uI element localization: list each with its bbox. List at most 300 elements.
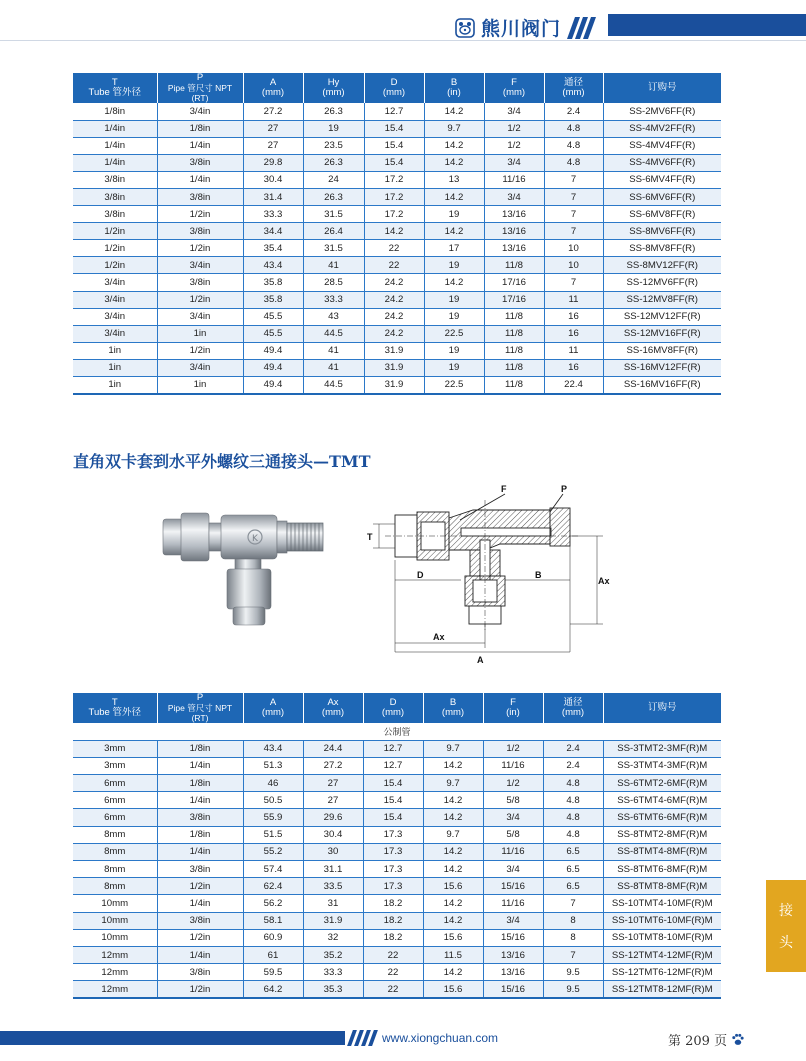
spec-table-mv [73, 73, 721, 395]
table-cell: 19 [424, 206, 484, 223]
table-cell: 15.6 [423, 929, 483, 946]
table-cell: 6.5 [543, 878, 603, 895]
table-cell: 3/8in [157, 274, 243, 291]
table-cell: 7 [544, 188, 603, 205]
table-cell: 31.9 [364, 377, 424, 394]
table-cell: 7 [544, 206, 603, 223]
label-a: A [477, 655, 484, 665]
table-cell: 6mm [73, 809, 157, 826]
table-cell: 14.2 [423, 757, 483, 774]
svg-text:K: K [252, 534, 258, 544]
table-cell: 35.4 [243, 240, 303, 257]
table-cell: 27 [303, 792, 363, 809]
table-row [73, 878, 721, 895]
column-header-unit: Tube 管外径 [88, 87, 141, 98]
table-cell: 19 [424, 342, 484, 359]
table-row [73, 843, 721, 860]
table-cell: 3/8in [157, 154, 243, 171]
table-cell: 14.2 [424, 188, 484, 205]
table-cell: 1/4in [73, 120, 157, 137]
table-cell: SS-8MV6FF(R) [603, 223, 721, 240]
column-header-unit: (mm) [561, 707, 585, 718]
column-header-unit: Pipe 管尺寸 NPT (RT) [167, 703, 233, 723]
table-cell: 11 [544, 342, 603, 359]
table-cell: 57.4 [243, 861, 303, 878]
table-cell: 11/16 [484, 171, 544, 188]
table-cell: 26.3 [303, 154, 364, 171]
table-cell: 10mm [73, 912, 157, 929]
table-header-row [73, 693, 721, 723]
table-cell: 10mm [73, 929, 157, 946]
table-cell: 41 [303, 359, 364, 376]
table-cell: 2.4 [543, 740, 603, 757]
table-cell: 9.7 [423, 775, 483, 792]
table-cell: 1/4in [157, 171, 243, 188]
table-cell: 6.5 [543, 861, 603, 878]
table-cell: 24.2 [364, 291, 424, 308]
table-row [73, 291, 721, 308]
table-cell: 1in [73, 377, 157, 394]
table-cell: 26.3 [303, 103, 364, 120]
table-cell: 3/8in [157, 223, 243, 240]
table-cell: 3/4 [484, 103, 544, 120]
table-cell: 27.2 [243, 103, 303, 120]
column-header-symbol: 通径 [563, 77, 583, 88]
table-cell: SS-8MV12FF(R) [603, 257, 721, 274]
label-ax-bottom: Ax [433, 632, 445, 642]
table-cell: 14.2 [424, 137, 484, 154]
table-cell: 14.2 [424, 103, 484, 120]
table-cell: 4.8 [543, 792, 603, 809]
column-header [363, 693, 423, 723]
table-cell: 11/8 [484, 342, 544, 359]
table-cell: SS-10TMT8-10MF(R)M [603, 929, 721, 946]
table-cell: 27 [303, 775, 363, 792]
table-cell: 43 [303, 308, 364, 325]
label-b: B [535, 570, 542, 580]
table-cell: 10 [544, 257, 603, 274]
table-cell: 15.4 [364, 154, 424, 171]
table-cell: 17.3 [363, 861, 423, 878]
table-row [73, 895, 721, 912]
table-cell: 22 [363, 981, 423, 998]
table-header-row [73, 73, 721, 103]
table-cell: 24.4 [303, 740, 363, 757]
table-cell: 13/16 [483, 964, 543, 981]
table-cell: 4.8 [544, 137, 603, 154]
table-cell: 1/2in [157, 240, 243, 257]
column-header-symbol: D [390, 77, 398, 88]
tee-fitting-photo [155, 505, 335, 630]
table-row [73, 377, 721, 394]
page-number-text: 第 209 页 [668, 1034, 728, 1049]
table-cell: SS-16MV16FF(R) [603, 377, 721, 394]
table-cell: 7 [544, 171, 603, 188]
table-cell: 18.2 [363, 912, 423, 929]
table-row [73, 809, 721, 826]
table-cell: 1/8in [73, 103, 157, 120]
table-cell: 22 [363, 964, 423, 981]
table-cell: 7 [543, 946, 603, 963]
brand-stripes [571, 17, 592, 39]
table-cell: 49.4 [243, 359, 303, 376]
table-cell: 15/16 [483, 929, 543, 946]
table-cell: 6mm [73, 775, 157, 792]
table-cell: 3/8in [157, 912, 243, 929]
table-cell: 17 [424, 240, 484, 257]
table-cell: 11/8 [484, 359, 544, 376]
table-cell: 7 [543, 895, 603, 912]
table-cell: SS-6MV8FF(R) [603, 206, 721, 223]
table-cell: SS-4MV2FF(R) [603, 120, 721, 137]
table-cell: 15/16 [483, 981, 543, 998]
footer-bar [0, 1031, 345, 1045]
column-header-unit: Pipe 管尺寸 NPT (RT) [167, 83, 233, 103]
side-tab-joints[interactable] [766, 880, 806, 972]
table-cell: 17.3 [363, 826, 423, 843]
table-cell: 1/2in [157, 291, 243, 308]
column-header [484, 73, 544, 103]
table-cell: 3/8in [157, 964, 243, 981]
table-cell: 6mm [73, 792, 157, 809]
table-cell: SS-16MV8FF(R) [603, 342, 721, 359]
label-f: F [501, 484, 507, 494]
table-cell: 23.5 [303, 137, 364, 154]
table-cell: 3/4 [483, 912, 543, 929]
table-cell: 11.5 [423, 946, 483, 963]
table-row [73, 240, 721, 257]
column-header [157, 73, 243, 103]
table-cell: 19 [424, 257, 484, 274]
table-cell: 3/4in [73, 291, 157, 308]
table-cell: 13/16 [484, 206, 544, 223]
table-cell: 33.5 [303, 878, 363, 895]
table-cell: 1/4in [73, 137, 157, 154]
table-cell: 19 [424, 291, 484, 308]
table-cell: 12mm [73, 964, 157, 981]
table-cell: SS-8TMT4-8MF(R)M [603, 843, 721, 860]
table-row [73, 223, 721, 240]
column-header [243, 693, 303, 723]
table-cell: 4.8 [543, 826, 603, 843]
table-row [73, 946, 721, 963]
table-cell: 9.7 [423, 740, 483, 757]
table-cell: 14.2 [423, 809, 483, 826]
table-cell: 4.8 [544, 154, 603, 171]
column-header-symbol: 通径 [563, 697, 583, 708]
table-cell: 9.5 [543, 981, 603, 998]
table-cell: 31.5 [303, 206, 364, 223]
table-cell: SS-6MV6FF(R) [603, 188, 721, 205]
paw-icon [731, 1033, 744, 1046]
table-cell: 1/4in [157, 895, 243, 912]
table-cell: 31.4 [243, 188, 303, 205]
table-cell: 15.6 [423, 981, 483, 998]
table-cell: 1/2in [73, 223, 157, 240]
table-cell: SS-10TMT6-10MF(R)M [603, 912, 721, 929]
table-cell: 61 [243, 946, 303, 963]
table-cell: 29.8 [243, 154, 303, 171]
table-cell: 60.9 [243, 929, 303, 946]
table-body [73, 723, 721, 998]
table-cell: 1/2in [157, 206, 243, 223]
table-cell: 35.3 [303, 981, 363, 998]
table-cell: SS-6TMT6-6MF(R)M [603, 809, 721, 826]
header-bar [608, 14, 806, 36]
table-cell: 41 [303, 342, 364, 359]
table-cell: 9.5 [543, 964, 603, 981]
table-row [73, 206, 721, 223]
table-cell: 31.9 [364, 359, 424, 376]
table-cell: 3/8in [73, 171, 157, 188]
table-cell: 19 [424, 359, 484, 376]
table-cell: SS-12MV16FF(R) [603, 325, 721, 342]
table-cell: 1in [73, 359, 157, 376]
table-cell: 1/2in [157, 878, 243, 895]
table-cell: 1in [157, 325, 243, 342]
table-row [73, 274, 721, 291]
table-cell: 18.2 [363, 895, 423, 912]
table-cell: 17.3 [363, 843, 423, 860]
label-p: P [561, 484, 568, 494]
table-cell: 15/16 [483, 878, 543, 895]
table-cell: 31.9 [303, 912, 363, 929]
table-cell: 8mm [73, 826, 157, 843]
table-cell: 12.7 [363, 757, 423, 774]
table-cell: 3/4in [157, 308, 243, 325]
table-cell: 1/2in [157, 342, 243, 359]
table-cell: SS-2MV6FF(R) [603, 103, 721, 120]
table-cell: 33.3 [243, 206, 303, 223]
table-cell: 11/16 [483, 895, 543, 912]
table-cell: 14.2 [423, 964, 483, 981]
table-subheader: 公制管 [73, 723, 721, 740]
table-cell: SS-4MV4FF(R) [603, 137, 721, 154]
label-ax-right: Ax [598, 576, 610, 586]
table-cell: 16 [544, 325, 603, 342]
table-row [73, 308, 721, 325]
table-cell: 5/8 [483, 792, 543, 809]
table-cell: 19 [303, 120, 364, 137]
table-cell: 7 [544, 223, 603, 240]
table-cell: 14.2 [364, 223, 424, 240]
column-header-unit: (mm) [381, 707, 405, 718]
table-cell: 31.5 [303, 240, 364, 257]
table-cell: 14.2 [423, 843, 483, 860]
label-d: D [417, 570, 424, 580]
table-cell: 22 [364, 240, 424, 257]
table-cell: 3/8in [157, 861, 243, 878]
column-header [603, 693, 721, 723]
table-cell: 46 [243, 775, 303, 792]
table-cell: SS-8MV8FF(R) [603, 240, 721, 257]
table-cell: 24.2 [364, 325, 424, 342]
table-cell: 1/2in [157, 981, 243, 998]
footer-url[interactable]: www.xiongchuan.com [382, 1031, 499, 1045]
table-cell: SS-12MV8FF(R) [603, 291, 721, 308]
table-row [73, 137, 721, 154]
table-cell: 29.6 [303, 809, 363, 826]
tmt-cross-section-drawing [365, 480, 625, 670]
column-header-symbol: B [449, 697, 457, 708]
table-cell: 16 [544, 308, 603, 325]
table-cell: 31.9 [364, 342, 424, 359]
label-t: T [367, 532, 373, 542]
table-cell: 31 [303, 895, 363, 912]
column-header-symbol: Ax [327, 697, 339, 708]
table-cell: 14.2 [424, 274, 484, 291]
table-cell: 1/8in [157, 740, 243, 757]
table-cell: 1in [73, 342, 157, 359]
table-cell: 3/8in [73, 206, 157, 223]
table-cell: 1/2 [484, 120, 544, 137]
column-header [243, 73, 303, 103]
table-cell: 1/2in [73, 257, 157, 274]
table-cell: 18.2 [363, 929, 423, 946]
table-cell: 14.2 [423, 861, 483, 878]
table-cell: 1/8in [157, 120, 243, 137]
table-cell: 2.4 [543, 757, 603, 774]
footer-stripes [350, 1030, 375, 1046]
column-header-symbol: F [511, 77, 517, 88]
table-cell: 56.2 [243, 895, 303, 912]
column-header-symbol: D [389, 697, 397, 708]
table-cell: 14.2 [423, 895, 483, 912]
column-header-symbol: T [111, 77, 118, 88]
header-brand [455, 14, 592, 41]
side-tab-char: 头 [779, 935, 793, 951]
column-header-symbol: T [111, 697, 118, 708]
table-cell: 55.9 [243, 809, 303, 826]
table-row [73, 757, 721, 774]
table-row [73, 325, 721, 342]
table-cell: 27.2 [303, 757, 363, 774]
table-cell: 30 [303, 843, 363, 860]
column-header-unit: (in) [506, 707, 520, 718]
table-cell: 13/16 [484, 223, 544, 240]
table-row [73, 257, 721, 274]
table-cell: 11/16 [483, 843, 543, 860]
table-row [73, 103, 721, 120]
table-cell: 28.5 [303, 274, 364, 291]
table-cell: 10 [544, 240, 603, 257]
table-cell: 17/16 [484, 274, 544, 291]
table-cell: 7 [544, 274, 603, 291]
column-header-symbol: A [269, 697, 277, 708]
table-cell: 17/16 [484, 291, 544, 308]
table-cell: 12mm [73, 946, 157, 963]
column-header-unit: (mm) [562, 87, 585, 98]
table-cell: 51.5 [243, 826, 303, 843]
table-cell: 11/8 [484, 325, 544, 342]
table-cell: 14.2 [423, 912, 483, 929]
table-cell: SS-3TMT2-3MF(R)M [603, 740, 721, 757]
column-header-unit: (mm) [382, 87, 406, 98]
table-cell: 17.3 [363, 878, 423, 895]
table-cell: 13/16 [484, 240, 544, 257]
column-header [73, 73, 157, 103]
table-cell: 22 [363, 946, 423, 963]
side-tab-char: 接 [779, 903, 793, 919]
table-cell: 11/8 [484, 257, 544, 274]
column-header-symbol: F [510, 697, 516, 708]
table-cell: 1/4in [157, 946, 243, 963]
table-cell: 34.4 [243, 223, 303, 240]
table-row [73, 861, 721, 878]
table-cell: SS-4MV6FF(R) [603, 154, 721, 171]
table-cell: 12.7 [363, 740, 423, 757]
table-cell: 11 [544, 291, 603, 308]
section-title: 直角双卡套到水平外螺纹三通接头—TMT [73, 452, 371, 471]
table-cell: 51.3 [243, 757, 303, 774]
table-cell: 1/4in [157, 792, 243, 809]
table-cell: 1in [157, 377, 243, 394]
column-header [303, 73, 364, 103]
table-cell: 43.4 [243, 740, 303, 757]
table-cell: SS-8TMT6-8MF(R)M [603, 861, 721, 878]
table-row [73, 171, 721, 188]
table-row [73, 826, 721, 843]
table-row [73, 188, 721, 205]
table-cell: 4.8 [543, 809, 603, 826]
table-cell: 11/16 [483, 757, 543, 774]
table-cell: 1/4in [73, 154, 157, 171]
table-cell: 10mm [73, 895, 157, 912]
table-cell: 15.4 [363, 792, 423, 809]
column-header [544, 73, 603, 103]
table-cell: 5/8 [483, 826, 543, 843]
table-cell: 49.4 [243, 342, 303, 359]
table-cell: 30.4 [303, 826, 363, 843]
table-cell: SS-12MV6FF(R) [603, 274, 721, 291]
table-cell: 6.5 [543, 843, 603, 860]
spec-table-tmt [73, 693, 721, 999]
table-cell: 2.4 [544, 103, 603, 120]
column-header-symbol: P [196, 72, 204, 83]
table-cell: 8mm [73, 861, 157, 878]
table-cell: 3mm [73, 757, 157, 774]
column-header-unit: (mm) [502, 87, 526, 98]
table-cell: 15.6 [423, 878, 483, 895]
table-cell: 1/8in [157, 826, 243, 843]
column-header-symbol: Hy [327, 77, 340, 88]
table-cell: 3/4in [73, 325, 157, 342]
table-cell: 12.7 [364, 103, 424, 120]
column-header-symbol: 订购号 [647, 82, 677, 93]
table-cell: 17.2 [364, 206, 424, 223]
table-cell: 1/2 [483, 740, 543, 757]
table-row [73, 359, 721, 376]
table-subheader-row [73, 723, 721, 740]
table-row [73, 740, 721, 757]
table-cell: 24.2 [364, 274, 424, 291]
table-cell: 1/2in [157, 929, 243, 946]
table-cell: SS-12TMT8-12MF(R)M [603, 981, 721, 998]
table-cell: 59.5 [243, 964, 303, 981]
table-cell: 1/8in [157, 775, 243, 792]
table-cell: 26.3 [303, 188, 364, 205]
column-header-unit: (mm) [261, 707, 285, 718]
table-cell: 3/4in [157, 103, 243, 120]
table-cell: 50.5 [243, 792, 303, 809]
table-cell: 22.5 [424, 325, 484, 342]
table-cell: 9.7 [424, 120, 484, 137]
table-cell: 43.4 [243, 257, 303, 274]
table-cell: 14.2 [424, 223, 484, 240]
table-cell: 33.3 [303, 291, 364, 308]
column-header [483, 693, 543, 723]
table-cell: 8mm [73, 843, 157, 860]
